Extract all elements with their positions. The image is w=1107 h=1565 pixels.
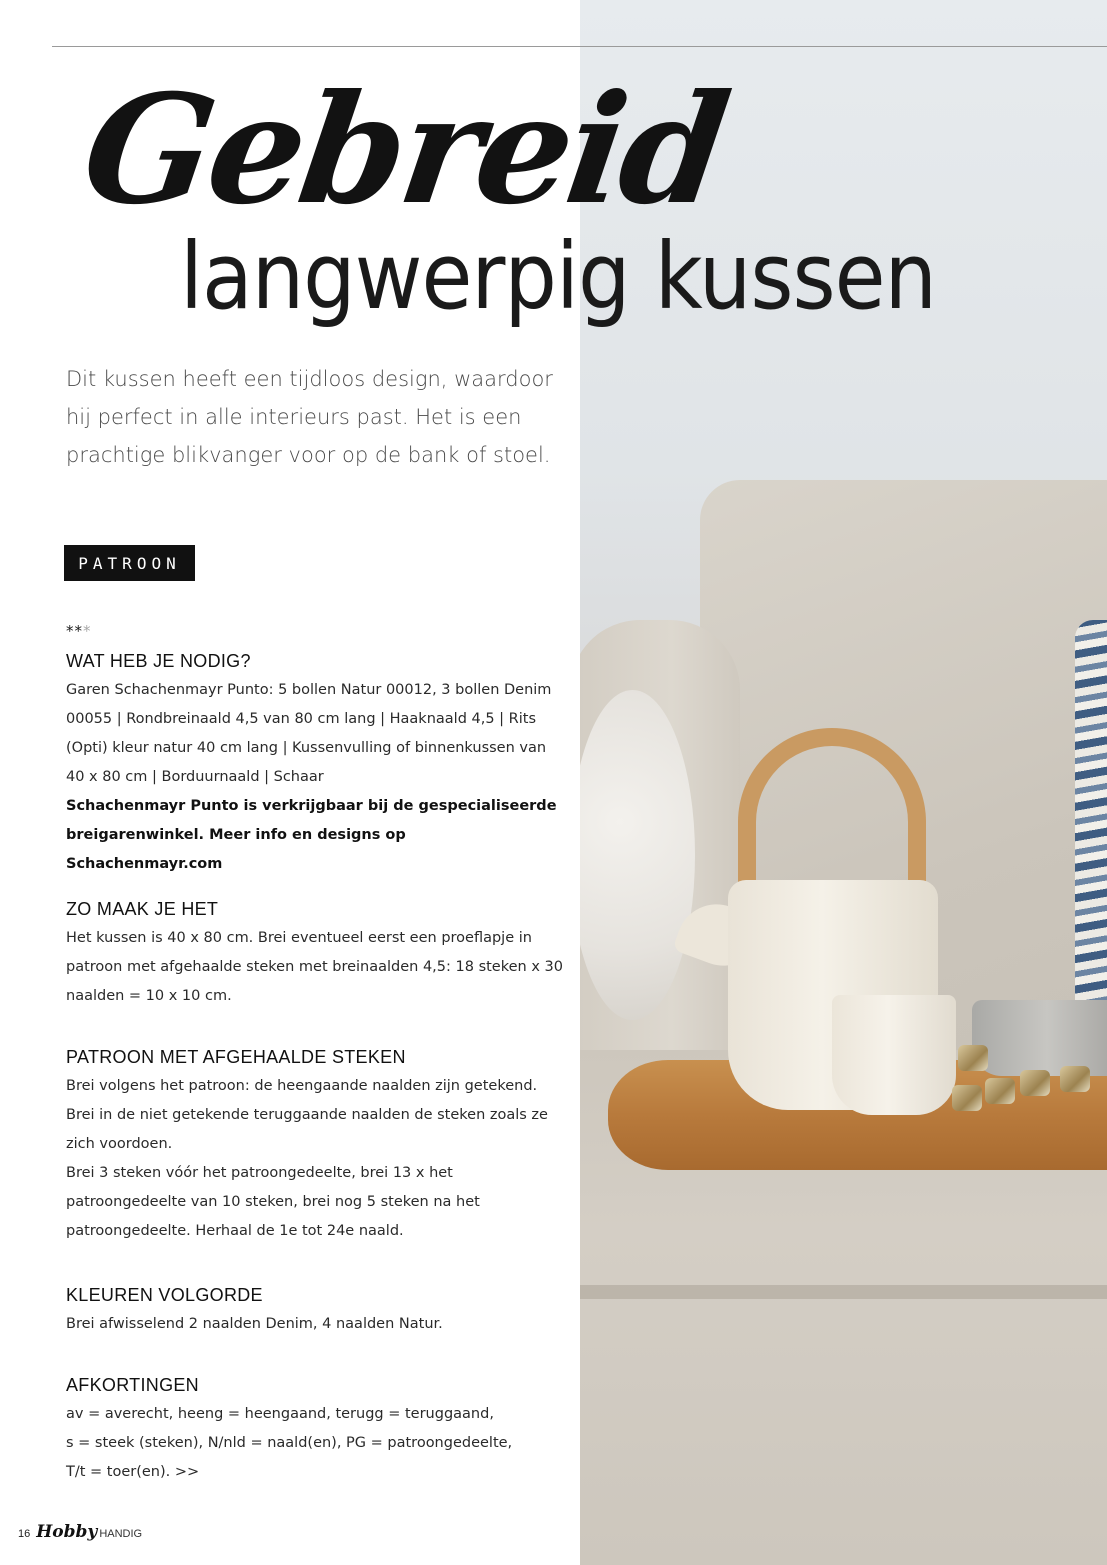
pattern-heading: PATROON MET AFGEHAALDE STEKEN xyxy=(66,1047,406,1067)
sugar-jar xyxy=(972,1000,1107,1076)
candy xyxy=(958,1045,988,1071)
page-footer xyxy=(18,1522,142,1542)
tea-cup xyxy=(832,995,956,1115)
title-script: Gebreid xyxy=(73,62,736,238)
difficulty-rating xyxy=(66,622,92,640)
section-abbreviations xyxy=(66,1372,566,1487)
materials-note: Schachenmayr Punto is verkrijgbaar bij de gespecialiseerde breigarenwinkel. Meer info en designs op Schachenmayr.com xyxy=(66,798,557,872)
page-number: 16 xyxy=(18,1528,31,1540)
magazine-logo: Hobby xyxy=(36,1522,98,1542)
section-materials xyxy=(66,648,566,879)
knitted-pillow xyxy=(1075,620,1107,1040)
difficulty-stars-filled: ** xyxy=(66,622,83,640)
abbreviations-line-1: av = averecht, heeng = heengaand, terugg = teruggaand, xyxy=(66,1406,494,1422)
materials-heading: WAT HEB JE NODIG? xyxy=(66,651,251,671)
candy xyxy=(952,1085,982,1111)
title-sub: langwerpig kussen xyxy=(180,223,937,330)
pattern-body-1: Brei volgens het patroon: de heengaande naalden zijn getekend. Brei in de niet getekende teruggaande naalden de steken zoals ze zich voordoen. xyxy=(66,1078,548,1152)
section-colors xyxy=(66,1282,566,1339)
abbreviations-heading: AFKORTINGEN xyxy=(66,1375,199,1395)
howto-heading: ZO MAAK JE HET xyxy=(66,899,219,919)
candy xyxy=(1020,1070,1050,1096)
section-howto xyxy=(66,896,566,1011)
pattern-body-2: Brei 3 steken vóór het patroongedeelte, brei 13 x het patroongedeelte van 10 steken, brei nog 5 steken na het patroongedeelte. Herhaal de 1e tot 24e naald. xyxy=(66,1165,480,1239)
section-pattern xyxy=(66,1044,566,1246)
colors-heading: KLEUREN VOLGORDE xyxy=(66,1285,263,1305)
top-rule xyxy=(52,46,1107,47)
pattern-badge: PATROON xyxy=(64,545,195,581)
colors-body: Brei afwisselend 2 naalden Denim, 4 naalden Natur. xyxy=(66,1316,443,1332)
howto-body: Het kussen is 40 x 80 cm. Brei eventueel eerst een proeflapje in patroon met afgehaalde steken met breinaalden 4,5: 18 steken x 30 naalden = 10 x 10 cm. xyxy=(66,930,563,1004)
intro-text: Dit kussen heeft een tijdloos design, waardoor hij perfect in alle interieurs past. Het is een prachtige blikvanger voor op de bank of stoel. xyxy=(66,367,553,467)
candy xyxy=(985,1078,1015,1104)
materials-body: Garen Schachenmayr Punto: 5 bollen Natur 00012, 3 bollen Denim 00055 | Rondbreinaald 4,5 van 80 cm lang | Haaknaald 4,5 | Rits (Opti) kleur natur 40 cm lang | Kussenvulling of binnenkussen van 40 x 80 cm | Borduurnaald | Schaar xyxy=(66,682,552,785)
magazine-logo-suffix: HANDIG xyxy=(99,1528,143,1540)
candy xyxy=(1060,1066,1090,1092)
seat-seam xyxy=(580,1285,1107,1299)
abbreviations-line-2: s = steek (steken), N/nld = naald(en), PG = patroongedeelte, xyxy=(66,1435,513,1451)
abbreviations-line-3: T/t = toer(en). >> xyxy=(66,1464,200,1480)
difficulty-stars-empty: * xyxy=(83,622,92,640)
